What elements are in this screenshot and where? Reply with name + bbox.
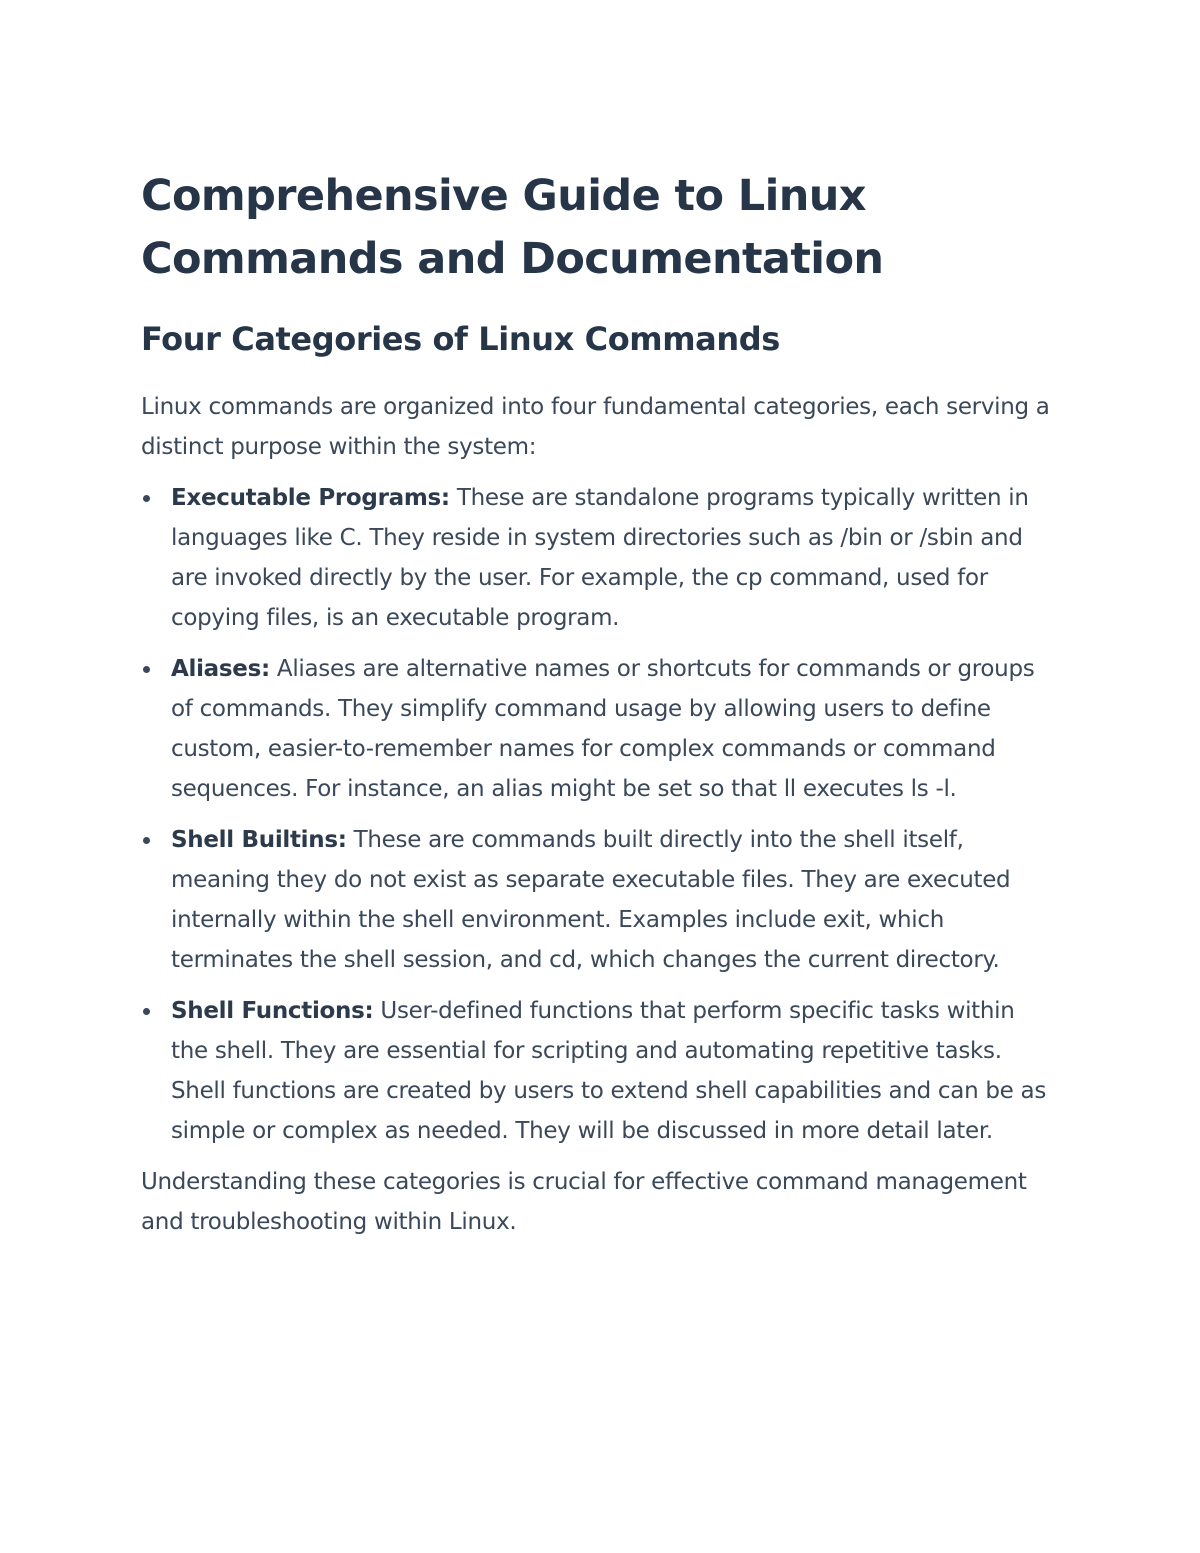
item-description: User-defined functions that perform specific tasks within the shell. They are essential for scripting and automating repetitive tasks. Shell functions are created by users to extend shell capabilities and can be as simple or complex as needed. They will be discussed in more detail later. bbox=[171, 998, 1046, 1144]
bullet-icon bbox=[143, 837, 150, 844]
bullet-icon bbox=[143, 666, 150, 673]
item-term: Shell Functions: bbox=[171, 998, 374, 1024]
bullet-icon bbox=[143, 1008, 150, 1015]
list-item bbox=[141, 478, 1056, 638]
category-list bbox=[141, 478, 1056, 1151]
item-term: Shell Builtins: bbox=[171, 827, 347, 853]
item-term: Aliases: bbox=[171, 656, 270, 682]
item-term: Executable Programs: bbox=[171, 485, 450, 511]
list-item bbox=[141, 820, 1056, 980]
list-item bbox=[141, 649, 1056, 809]
item-description: These are standalone programs typically written in languages like C. They reside in system directories such as /bin or /sbin and are invoked directly by the user. For example, the cp command, used for copying files, is an executable program. bbox=[171, 485, 1029, 631]
outro-paragraph: Understanding these categories is crucial for effective command management and troubleshooting within Linux. bbox=[141, 1169, 1027, 1235]
item-description: These are commands built directly into the shell itself, meaning they do not exist as separate executable files. They are executed internally within the shell environment. Examples include exit, which terminates the shell session, and cd, which changes the current directory. bbox=[171, 827, 1011, 973]
intro-paragraph: Linux commands are organized into four fundamental categories, each serving a distinct purpose within the system: bbox=[141, 394, 1050, 460]
list-item bbox=[141, 991, 1056, 1151]
document-page bbox=[141, 165, 1056, 1242]
bullet-icon bbox=[143, 495, 150, 502]
item-description: Aliases are alternative names or shortcuts for commands or groups of commands. They simplify command usage by allowing users to define custom, easier-to-remember names for complex commands or command sequences. For instance, an alias might be set so that ll executes ls -l. bbox=[171, 656, 1035, 802]
section-heading: Four Categories of Linux Commands bbox=[141, 320, 780, 358]
document-title: Comprehensive Guide to Linux Commands and Documentation bbox=[141, 171, 884, 284]
